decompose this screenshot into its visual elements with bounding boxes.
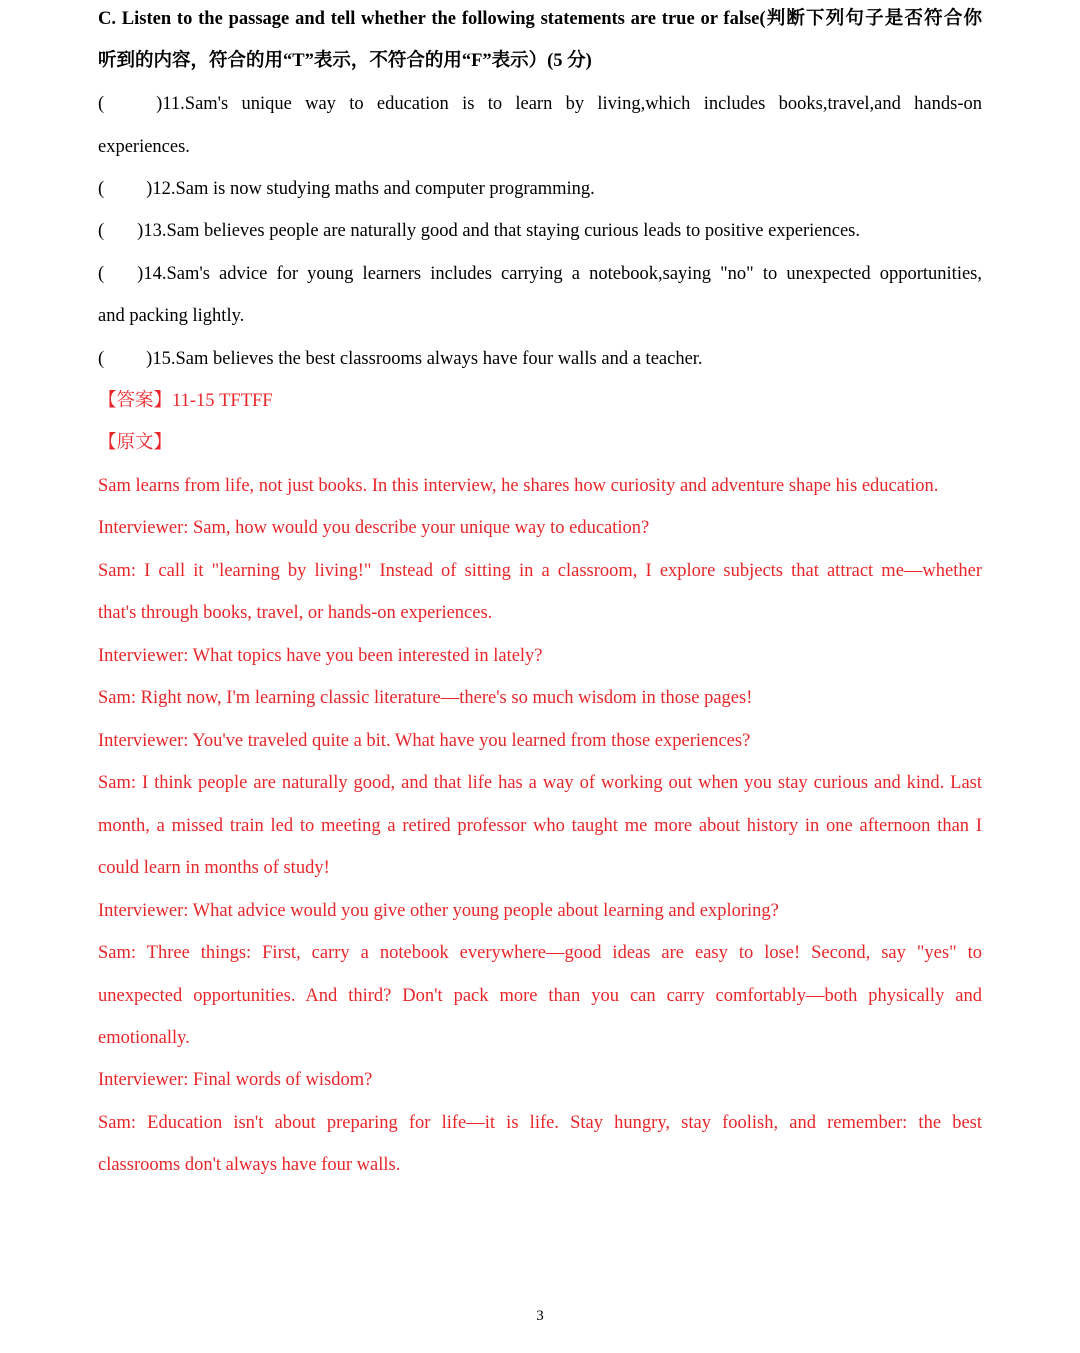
transcript-line: unexpected opportunities. And third? Don't pack more than you can carry comfortably—both physically and <box>98 986 982 1006</box>
section-heading-line-2: 听到的内容，符合的用“T”表示，不符合的用“F”表示）(5 分) <box>98 51 592 71</box>
answer-blank-open: ( <box>98 179 105 199</box>
transcript-line: Interviewer: Sam, how would you describe your unique way to education? <box>98 518 650 538</box>
transcript-line: Interviewer: What advice would you give other young people about learning and exploring? <box>98 901 779 921</box>
answer-blank-close: ) <box>156 94 163 114</box>
page-number: 3 <box>536 1308 544 1324</box>
question-text: 14.Sam's advice for young learners includes carrying a notebook,saying "no" to unexpected opportunities, <box>143 264 982 284</box>
answer-blank-close: ) <box>146 179 153 199</box>
answer-blank-open: ( <box>98 349 105 369</box>
transcript-label: 【原文】 <box>98 433 173 453</box>
question-12 <box>98 168 595 211</box>
transcript-line: emotionally. <box>98 1028 190 1048</box>
question-text: 13.Sam believes people are naturally good and that staying curious leads to positive experiences. <box>143 221 861 241</box>
transcript-line: Sam learns from life, not just books. In this interview, he shares how curiosity and adventure shape his education. <box>98 476 939 496</box>
question-11 <box>98 83 982 126</box>
transcript-line: Sam: I call it "learning by living!" Instead of sitting in a classroom, I explore subjects that attract me—whether <box>98 561 982 581</box>
answer-blank-close: ) <box>137 264 144 284</box>
answer-key <box>98 380 273 423</box>
transcript-line: Interviewer: Final words of wisdom? <box>98 1070 373 1090</box>
question-13 <box>98 210 860 253</box>
transcript-line: Sam: Education isn't about preparing for life—it is life. Stay hungry, stay foolish, and remember: the best <box>98 1113 982 1133</box>
answer-blank-close: ) <box>137 221 144 241</box>
answer-label: 【答案】 <box>98 391 173 411</box>
transcript-line: Interviewer: What topics have you been interested in lately? <box>98 646 543 666</box>
question-11-continued: experiences. <box>98 137 190 157</box>
transcript-line: classrooms don't always have four walls. <box>98 1155 401 1175</box>
question-14 <box>98 253 982 296</box>
transcript-line: Sam: I think people are naturally good, and that life has a way of working out when you stay curious and kind. Last <box>98 773 982 793</box>
transcript-line: that's through books, travel, or hands-on experiences. <box>98 603 493 623</box>
transcript-line: month, a missed train led to meeting a retired professor who taught me more about history in one afternoon than I <box>98 816 982 836</box>
question-text: 11.Sam's unique way to education is to learn by living,which includes books,travel,and hands-on <box>162 94 982 114</box>
answer-blank-open: ( <box>98 94 105 114</box>
answer-blank-close: ) <box>146 349 153 369</box>
question-text: 12.Sam is now studying maths and computer programming. <box>152 179 595 199</box>
question-text: 15.Sam believes the best classrooms always have four walls and a teacher. <box>152 349 703 369</box>
answer-blank-open: ( <box>98 221 105 241</box>
transcript-line: Interviewer: You've traveled quite a bit. What have you learned from those experiences? <box>98 731 751 751</box>
transcript-line: Sam: Three things: First, carry a notebook everywhere—good ideas are easy to lose! Second, say "yes" to <box>98 943 982 963</box>
section-heading-line-1: C. Listen to the passage and tell whether the following statements are true or false(判断下列句子是否符合你 <box>98 9 982 29</box>
answer-value: 11-15 TFTFF <box>172 391 273 411</box>
answer-blank-open: ( <box>98 264 105 284</box>
transcript-line: could learn in months of study! <box>98 858 330 878</box>
question-15 <box>98 338 703 381</box>
transcript-line: Sam: Right now, I'm learning classic literature—there's so much wisdom in those pages! <box>98 688 753 708</box>
question-14-continued: and packing lightly. <box>98 306 245 326</box>
